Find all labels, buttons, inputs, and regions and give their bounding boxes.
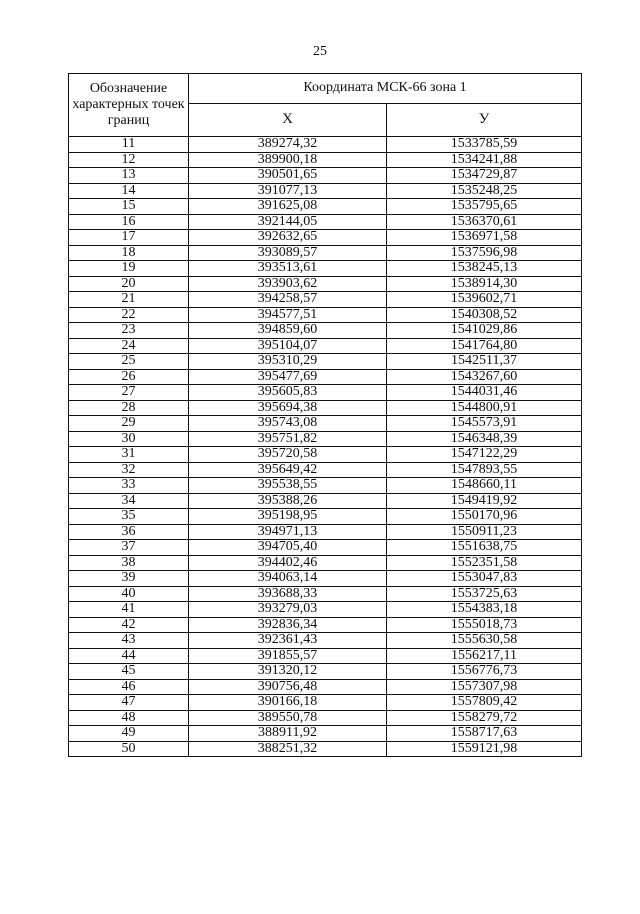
point-number: 20	[69, 276, 189, 292]
point-number: 21	[69, 292, 189, 308]
x-value: 394971,13	[189, 524, 387, 540]
x-value: 395104,07	[189, 338, 387, 354]
point-number: 31	[69, 447, 189, 463]
x-value: 393903,62	[189, 276, 387, 292]
x-value: 395388,26	[189, 493, 387, 509]
y-value: 1559121,98	[387, 741, 582, 757]
x-value: 393513,61	[189, 261, 387, 277]
table-row	[69, 648, 582, 664]
y-value: 1536971,58	[387, 230, 582, 246]
table-row	[69, 199, 582, 215]
header-coordinate-system: Координата МСК-66 зона 1	[189, 74, 582, 104]
coordinates-table	[68, 73, 582, 757]
table-row	[69, 307, 582, 323]
y-value: 1555018,73	[387, 617, 582, 633]
x-value: 395720,58	[189, 447, 387, 463]
y-value: 1551638,75	[387, 540, 582, 556]
y-value: 1558717,63	[387, 726, 582, 742]
y-value: 1543267,60	[387, 369, 582, 385]
table-row	[69, 478, 582, 494]
point-number: 17	[69, 230, 189, 246]
x-value: 388251,32	[189, 741, 387, 757]
x-value: 395649,42	[189, 462, 387, 478]
point-number: 40	[69, 586, 189, 602]
table-row	[69, 633, 582, 649]
y-value: 1537596,98	[387, 245, 582, 261]
point-number: 29	[69, 416, 189, 432]
point-number: 36	[69, 524, 189, 540]
point-number: 39	[69, 571, 189, 587]
table-row	[69, 230, 582, 246]
table-row	[69, 214, 582, 230]
point-number: 28	[69, 400, 189, 416]
y-value: 1550170,96	[387, 509, 582, 525]
point-number: 46	[69, 679, 189, 695]
y-value: 1556217,11	[387, 648, 582, 664]
x-value: 391077,13	[189, 183, 387, 199]
table-row	[69, 369, 582, 385]
y-value: 1548660,11	[387, 478, 582, 494]
x-value: 391625,08	[189, 199, 387, 215]
y-value: 1538914,30	[387, 276, 582, 292]
table-row	[69, 292, 582, 308]
y-value: 1556776,73	[387, 664, 582, 680]
point-number: 26	[69, 369, 189, 385]
table-row	[69, 679, 582, 695]
y-value: 1533785,59	[387, 137, 582, 153]
point-number: 13	[69, 168, 189, 184]
table-row	[69, 354, 582, 370]
y-value: 1547893,55	[387, 462, 582, 478]
x-value: 395538,55	[189, 478, 387, 494]
table-row	[69, 617, 582, 633]
y-value: 1536370,61	[387, 214, 582, 230]
point-number: 19	[69, 261, 189, 277]
x-value: 390501,65	[189, 168, 387, 184]
x-value: 394402,46	[189, 555, 387, 571]
x-value: 391320,12	[189, 664, 387, 680]
y-value: 1554383,18	[387, 602, 582, 618]
y-value: 1546348,39	[387, 431, 582, 447]
table-row	[69, 695, 582, 711]
table-row	[69, 261, 582, 277]
x-value: 391855,57	[189, 648, 387, 664]
table-row	[69, 493, 582, 509]
x-value: 390166,18	[189, 695, 387, 711]
table-row	[69, 323, 582, 339]
table-row	[69, 168, 582, 184]
table-row	[69, 338, 582, 354]
point-number: 34	[69, 493, 189, 509]
point-number: 41	[69, 602, 189, 618]
table-row	[69, 602, 582, 618]
point-number: 16	[69, 214, 189, 230]
point-number: 27	[69, 385, 189, 401]
y-value: 1553047,83	[387, 571, 582, 587]
table-row	[69, 431, 582, 447]
y-value: 1550911,23	[387, 524, 582, 540]
y-value: 1553725,63	[387, 586, 582, 602]
point-number: 18	[69, 245, 189, 261]
table-row	[69, 540, 582, 556]
x-value: 392836,34	[189, 617, 387, 633]
x-value: 394063,14	[189, 571, 387, 587]
y-value: 1535248,25	[387, 183, 582, 199]
x-value: 394859,60	[189, 323, 387, 339]
table-row	[69, 152, 582, 168]
table-row	[69, 245, 582, 261]
x-value: 394258,57	[189, 292, 387, 308]
x-value: 389274,32	[189, 137, 387, 153]
x-value: 394705,40	[189, 540, 387, 556]
point-number: 43	[69, 633, 189, 649]
header-point-designation: Обозначение характерных точек границ	[69, 74, 189, 137]
point-number: 15	[69, 199, 189, 215]
x-value: 389900,18	[189, 152, 387, 168]
header-row-top	[69, 74, 582, 104]
x-value: 393089,57	[189, 245, 387, 261]
table-row	[69, 586, 582, 602]
point-number: 32	[69, 462, 189, 478]
y-value: 1539602,71	[387, 292, 582, 308]
y-value: 1542511,37	[387, 354, 582, 370]
y-value: 1557809,42	[387, 695, 582, 711]
x-value: 395477,69	[189, 369, 387, 385]
point-number: 37	[69, 540, 189, 556]
table-row	[69, 710, 582, 726]
table-row	[69, 555, 582, 571]
y-value: 1538245,13	[387, 261, 582, 277]
x-value: 392632,65	[189, 230, 387, 246]
y-value: 1545573,91	[387, 416, 582, 432]
x-value: 388911,92	[189, 726, 387, 742]
table-row	[69, 524, 582, 540]
table-row	[69, 726, 582, 742]
x-value: 389550,78	[189, 710, 387, 726]
point-number: 23	[69, 323, 189, 339]
x-value: 394577,51	[189, 307, 387, 323]
x-value: 392144,05	[189, 214, 387, 230]
y-value: 1544031,46	[387, 385, 582, 401]
point-number: 11	[69, 137, 189, 153]
point-number: 22	[69, 307, 189, 323]
x-value: 390756,48	[189, 679, 387, 695]
point-number: 12	[69, 152, 189, 168]
point-number: 38	[69, 555, 189, 571]
point-number: 14	[69, 183, 189, 199]
table-row	[69, 276, 582, 292]
x-value: 393279,03	[189, 602, 387, 618]
header-x: Х	[189, 103, 387, 136]
table-row	[69, 741, 582, 757]
y-value: 1558279,72	[387, 710, 582, 726]
point-number: 35	[69, 509, 189, 525]
table-row	[69, 462, 582, 478]
point-number: 44	[69, 648, 189, 664]
header-y: У	[387, 103, 582, 136]
x-value: 395751,82	[189, 431, 387, 447]
x-value: 395694,38	[189, 400, 387, 416]
table-row	[69, 385, 582, 401]
y-value: 1541764,80	[387, 338, 582, 354]
y-value: 1547122,29	[387, 447, 582, 463]
x-value: 393688,33	[189, 586, 387, 602]
table-row	[69, 664, 582, 680]
y-value: 1534729,87	[387, 168, 582, 184]
point-number: 25	[69, 354, 189, 370]
table-row	[69, 137, 582, 153]
point-number: 33	[69, 478, 189, 494]
table-body	[69, 137, 582, 757]
y-value: 1535795,65	[387, 199, 582, 215]
point-number: 42	[69, 617, 189, 633]
table-row	[69, 400, 582, 416]
x-value: 395198,95	[189, 509, 387, 525]
x-value: 395310,29	[189, 354, 387, 370]
y-value: 1541029,86	[387, 323, 582, 339]
x-value: 395743,08	[189, 416, 387, 432]
y-value: 1552351,58	[387, 555, 582, 571]
point-number: 47	[69, 695, 189, 711]
y-value: 1557307,98	[387, 679, 582, 695]
page-number: 25	[313, 44, 327, 59]
point-number: 48	[69, 710, 189, 726]
table-row	[69, 571, 582, 587]
table-row	[69, 447, 582, 463]
y-value: 1544800,91	[387, 400, 582, 416]
x-value: 395605,83	[189, 385, 387, 401]
y-value: 1540308,52	[387, 307, 582, 323]
table-row	[69, 416, 582, 432]
point-number: 50	[69, 741, 189, 757]
point-number: 49	[69, 726, 189, 742]
table-row	[69, 183, 582, 199]
x-value: 392361,43	[189, 633, 387, 649]
y-value: 1549419,92	[387, 493, 582, 509]
y-value: 1555630,58	[387, 633, 582, 649]
y-value: 1534241,88	[387, 152, 582, 168]
table-row	[69, 509, 582, 525]
point-number: 24	[69, 338, 189, 354]
point-number: 45	[69, 664, 189, 680]
point-number: 30	[69, 431, 189, 447]
